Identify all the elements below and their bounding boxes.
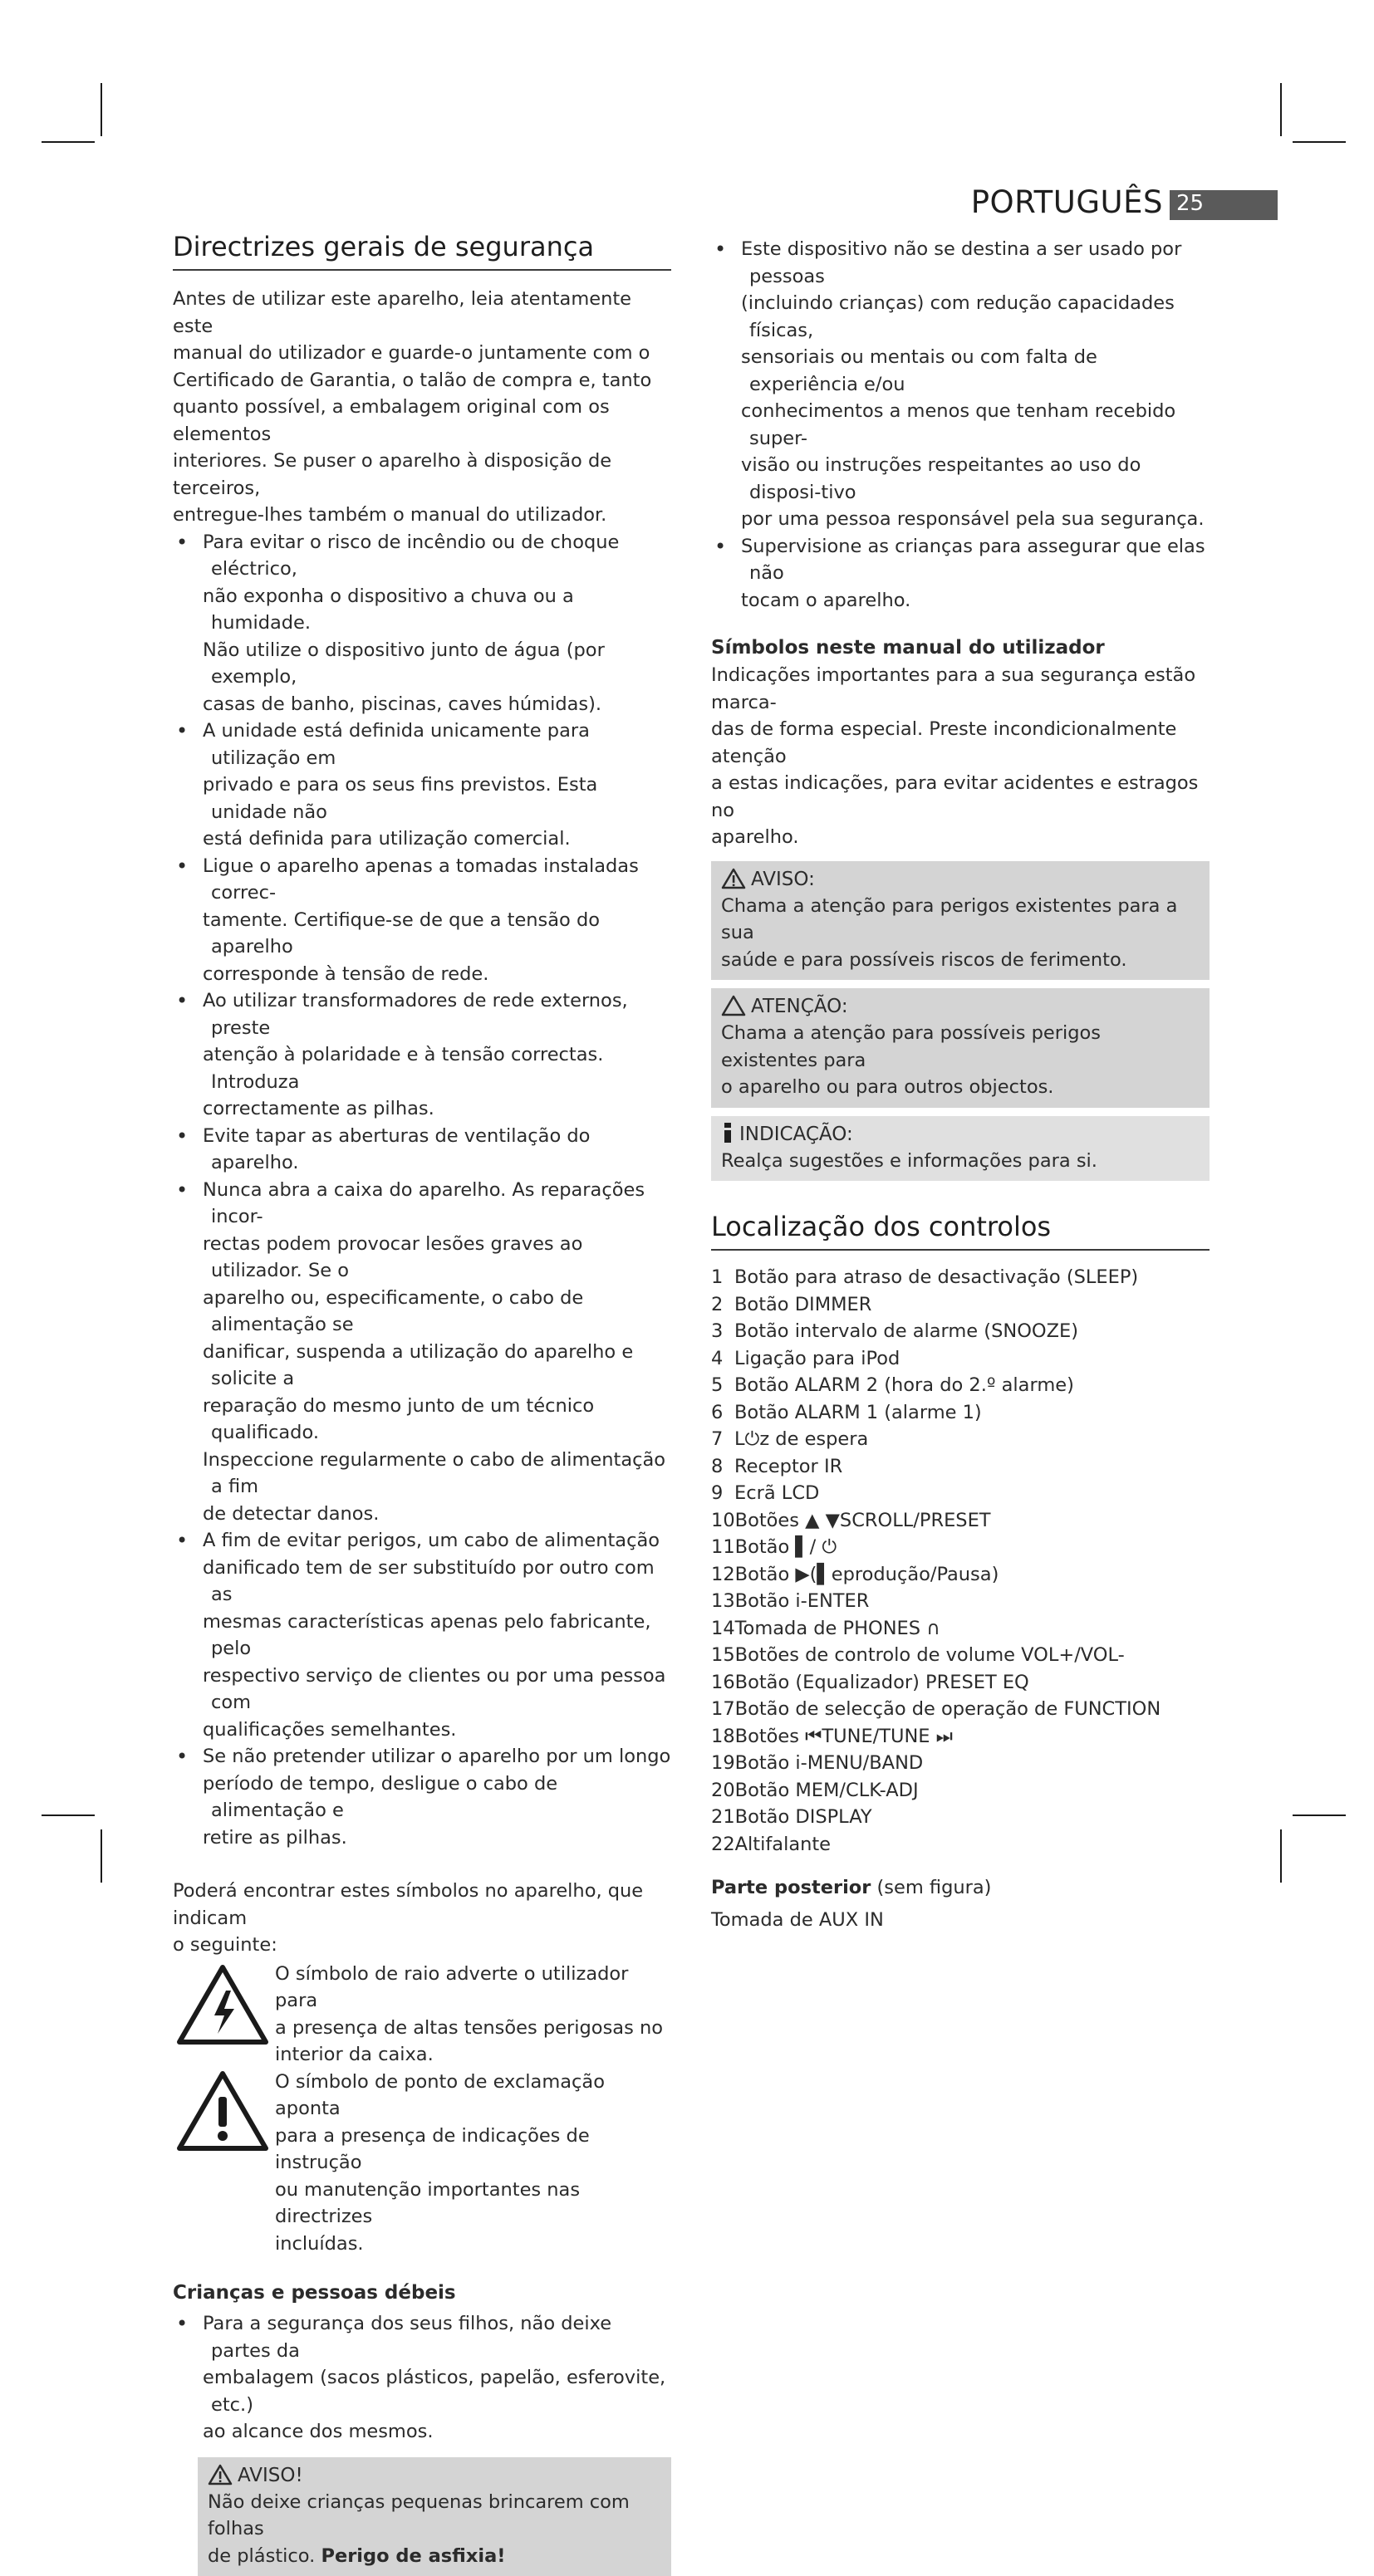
symbols-intro-line: Poderá encontrar estes símbolos no aparelho, que indicam (173, 1878, 671, 1932)
exclamation-text-line: O símbolo de ponto de exclamação aponta (275, 2069, 671, 2123)
control-label: Botão intervalo de alarme (SNOOZE) (734, 1320, 1078, 1342)
control-number: 5 (711, 1372, 734, 1399)
list-item (173, 1743, 671, 1851)
bullet-line: • Ao utilizar transformadores de rede externos, preste (203, 987, 671, 1041)
control-number: 9 (711, 1480, 734, 1507)
control-number: 2 (711, 1291, 734, 1319)
rear-panel-heading (711, 1874, 1210, 1902)
control-label: Ligação para iPod (734, 1348, 900, 1369)
crop-mark (1280, 83, 1282, 136)
control-number: 13 (711, 1588, 735, 1615)
exclamation-text-line: incluídas. (275, 2231, 671, 2258)
control-label: Botões de controlo de volume VOL+/VOL- (735, 1644, 1125, 1666)
warning-box-title: AVISO! (238, 2465, 303, 2486)
list-item (173, 853, 671, 988)
control-number: 8 (711, 1453, 734, 1481)
bullet-line: período de tempo, desligue o cabo de alimentação e (203, 1770, 671, 1824)
list-item (711, 1588, 1210, 1615)
list-item (173, 2310, 671, 2446)
symbols-intro (173, 1878, 671, 1959)
list-item (711, 1669, 1210, 1697)
warning-box-line (208, 2543, 661, 2570)
rear-panel-note: (sem figura) (871, 1877, 991, 1898)
control-number: 10 (711, 1507, 735, 1535)
bullet-line: • Se não pretender utilizar o aparelho por um longo (203, 1743, 671, 1770)
lightning-text-line: a presença de altas tensões perigosas no (275, 2015, 671, 2042)
warning-box-title-row (208, 2462, 661, 2489)
list-item (711, 533, 1210, 615)
bullet-line: • Nunca abra a caixa do aparelho. As reparações incor- (203, 1177, 671, 1231)
bullet-line: • Supervisione as crianças para assegurar que elas não (741, 533, 1210, 587)
control-label: Botão de selecção de operação de FUNCTION (735, 1698, 1161, 1720)
left-column (173, 231, 671, 2576)
bullet-line: está definida para utilização comercial. (203, 825, 671, 853)
list-item (711, 1561, 1210, 1589)
right-bullet-list (711, 236, 1210, 614)
bullet-line: respectivo serviço de clientes ou por uma pessoa com (203, 1663, 671, 1717)
control-number: 21 (711, 1804, 735, 1831)
control-number: 11 (711, 1534, 735, 1561)
bullet-line: • A unidade está definida unicamente para utilização em (203, 717, 671, 771)
control-number: 16 (711, 1669, 735, 1697)
symbols-paragraph (711, 662, 1210, 851)
control-label: Botão ▌/ ⏻ (735, 1536, 837, 1558)
list-item (711, 1534, 1210, 1561)
lightning-symbol-row (173, 1961, 671, 2069)
bullet-line: retire as pilhas. (203, 1824, 671, 1852)
indicacao-title: INDICAÇÃO: (739, 1124, 853, 1145)
control-number: 17 (711, 1696, 735, 1723)
bullet-line: casas de banho, piscinas, caves húmidas). (203, 691, 671, 718)
list-item (711, 1372, 1210, 1399)
list-item (711, 1480, 1210, 1507)
list-item (711, 1507, 1210, 1535)
control-number: 1 (711, 1264, 734, 1291)
control-label: Botão (Equalizador) PRESET EQ (735, 1672, 1029, 1693)
atencao-line: Chama a atenção para possíveis perigos existentes para (721, 1020, 1200, 1074)
bullet-line: conhecimentos a menos que tenham recebido super- (741, 398, 1210, 452)
list-item (711, 1453, 1210, 1481)
control-label: Receptor IR (734, 1456, 842, 1477)
control-number: 15 (711, 1642, 735, 1669)
bullet-line: ao alcance dos mesmos. (203, 2418, 671, 2446)
bullet-line: não exponha o dispositivo a chuva ou a humidade. (203, 583, 671, 637)
crop-mark (1293, 141, 1346, 143)
control-number: 4 (711, 1345, 734, 1373)
control-number: 18 (711, 1723, 735, 1751)
bullet-line: (incluindo crianças) com redução capacidades físicas, (741, 290, 1210, 344)
list-item (711, 236, 1210, 533)
crop-mark (42, 141, 95, 143)
crop-mark (1293, 1814, 1346, 1816)
control-label: Botões ⏮TUNE/TUNE ⏭ (735, 1726, 953, 1747)
aviso-line: saúde e para possíveis riscos de ferimento. (721, 947, 1200, 974)
indicacao-line: Realça sugestões e informações para si. (721, 1148, 1200, 1175)
control-label: Botão ALARM 2 (hora do 2.º alarme) (734, 1374, 1074, 1396)
control-label: Botão i-ENTER (735, 1590, 870, 1612)
symbols-line: das de forma especial. Preste incondicionalmente atenção (711, 716, 1210, 770)
indicacao-box (711, 1116, 1210, 1182)
bullet-line: • Evite tapar as aberturas de ventilação do aparelho. (203, 1123, 671, 1177)
safety-bullet-list (173, 529, 671, 1852)
list-item (173, 717, 671, 853)
intro-paragraph (173, 286, 671, 529)
bullet-line: Não utilize o dispositivo junto de água (por exemplo, (203, 637, 671, 691)
symbols-line: Indicações importantes para a sua segurança estão marca- (711, 662, 1210, 716)
list-item (711, 1345, 1210, 1373)
bullet-line: mesmas características apenas pelo fabricante, pelo (203, 1609, 671, 1663)
page-number: 25 (1176, 191, 1204, 216)
list-item (711, 1615, 1210, 1643)
language-heading: PORTUGUÊS (971, 184, 1163, 220)
caution-triangle-icon (721, 995, 746, 1016)
list-item (711, 1750, 1210, 1777)
info-icon (721, 1121, 734, 1144)
atencao-title: ATENÇÃO: (751, 996, 848, 1017)
atencao-box (711, 988, 1210, 1108)
crop-mark (1280, 1829, 1282, 1883)
control-number: 12 (711, 1561, 735, 1589)
children-bullet-list (173, 2310, 671, 2446)
bullet-line: de detectar danos. (203, 1501, 671, 1528)
atencao-line: o aparelho ou para outros objectos. (721, 1074, 1200, 1101)
list-item (711, 1318, 1210, 1345)
control-label: Botões ▲ ▼SCROLL/PRESET (735, 1510, 991, 1531)
lightning-text-line: interior da caixa. (275, 2041, 671, 2069)
bullet-line: atenção à polaridade e à tensão correctas. Introduza (203, 1041, 671, 1095)
intro-line: interiores. Se puser o aparelho à disposição de terceiros, (173, 448, 671, 502)
bullet-line: rectas podem provocar lesões graves ao utilizador. Se o (203, 1231, 671, 1285)
exclamation-symbol-row (173, 2069, 671, 2258)
control-label: Botão DIMMER (734, 1294, 871, 1315)
list-item (173, 1527, 671, 1743)
atencao-title-row (721, 993, 1200, 1020)
control-label: Botão DISPLAY (735, 1806, 872, 1828)
bullet-line: sensoriais ou mentais ou com falta de experiência e/ou (741, 344, 1210, 398)
control-label: Botão MEM/CLK-ADJ (735, 1780, 919, 1801)
intro-line: entregue-lhes também o manual do utilizador. (173, 502, 671, 529)
control-number: 7 (711, 1426, 734, 1453)
intro-line: manual do utilizador e guarde-o juntamente com o (173, 340, 671, 367)
list-item (711, 1804, 1210, 1831)
bullet-line: correctamente as pilhas. (203, 1095, 671, 1123)
list-item (711, 1264, 1210, 1291)
list-item (711, 1291, 1210, 1319)
symbols-line: a estas indicações, para evitar acidentes e estragos no (711, 770, 1210, 824)
section-title-controls: Localização dos controlos (711, 1211, 1210, 1251)
bullet-line: • Para evitar o risco de incêndio ou de choque eléctrico, (203, 529, 671, 583)
bullet-line: danificado tem de ser substituído por outro com as (203, 1555, 671, 1609)
control-label: Botão para atraso de desactivação (SLEEP) (734, 1266, 1138, 1288)
intro-line: Certificado de Garantia, o talão de compra e, tanto (173, 367, 671, 394)
crop-mark (101, 1829, 102, 1883)
list-item (711, 1426, 1210, 1453)
warning-triangle-icon (208, 2464, 233, 2485)
intro-line: quanto possível, a embalagem original com os elementos (173, 394, 671, 448)
control-number: 20 (711, 1777, 735, 1805)
control-label: Botão ALARM 1 (alarme 1) (734, 1402, 982, 1423)
warning-box-line: Não deixe crianças pequenas brincarem com folhas (208, 2489, 661, 2543)
exclamation-text-line: ou manutenção importantes nas directrizes (275, 2177, 671, 2231)
section-title-safety: Directrizes gerais de segurança (173, 231, 671, 271)
control-label: Tomada de PHONES ∩ (735, 1618, 940, 1639)
control-number: 3 (711, 1318, 734, 1345)
bullet-line: • A fim de evitar perigos, um cabo de alimentação (203, 1527, 671, 1555)
list-item (711, 1399, 1210, 1427)
bullet-line: • Este dispositivo não se destina a ser usado por pessoas (741, 236, 1210, 290)
control-number: 22 (711, 1831, 735, 1859)
control-label: L⏻z de espera (734, 1428, 868, 1450)
list-item (173, 987, 671, 1123)
control-label: Botão i-MENU/BAND (735, 1752, 924, 1774)
bullet-line: corresponde à tensão de rede. (203, 961, 671, 988)
list-item (711, 1723, 1210, 1751)
exclamation-warning-icon (176, 2070, 269, 2152)
bullet-line: • Para a segurança dos seus filhos, não deixe partes da (203, 2310, 671, 2364)
bullet-line: visão ou instruções respeitantes ao uso do disposi-tivo (741, 452, 1210, 506)
control-number: 6 (711, 1399, 734, 1427)
bullet-line: danificar, suspenda a utilização do aparelho e solicite a (203, 1339, 671, 1393)
bullet-line: tamente. Certifique-se de que a tensão do aparelho (203, 907, 671, 961)
control-label: Botão ▶(▌eprodução/Pausa) (735, 1564, 999, 1585)
bullet-line: • Ligue o aparelho apenas a tomadas instaladas correc- (203, 853, 671, 907)
page-header (972, 184, 1278, 226)
controls-list (711, 1264, 1210, 1858)
exclamation-text-line: para a presença de indicações de instrução (275, 2123, 671, 2177)
list-item (711, 1831, 1210, 1859)
symbols-intro-line: o seguinte: (173, 1932, 671, 1959)
symbols-line: aparelho. (711, 824, 1210, 851)
lightning-text-line: O símbolo de raio adverte o utilizador para (275, 1961, 671, 2015)
symbols-heading: Símbolos neste manual do utilizador (711, 637, 1210, 659)
bullet-line: privado e para os seus fins previstos. Esta unidade não (203, 771, 671, 825)
control-number: 19 (711, 1750, 735, 1777)
aviso-title-row (721, 866, 1200, 893)
children-heading: Crianças e pessoas débeis (173, 2282, 671, 2304)
bullet-line: embalagem (sacos plásticos, papelão, esferovite, etc.) (203, 2364, 671, 2418)
suffocation-warning: Perigo de asfixia! (321, 2545, 505, 2567)
bullet-line: reparação do mesmo junto de um técnico qualificado. (203, 1393, 671, 1447)
rear-panel-item: Tomada de AUX IN (711, 1907, 1210, 1934)
crop-mark (42, 1814, 95, 1816)
aviso-title: AVISO: (751, 869, 815, 890)
bullet-line: Inspeccione regularmente o cabo de alimentação a fim (203, 1447, 671, 1501)
list-item (173, 1177, 671, 1528)
list-item (173, 1123, 671, 1177)
list-item (173, 529, 671, 718)
list-item (711, 1642, 1210, 1669)
rear-panel-bold: Parte posterior (711, 1877, 871, 1898)
children-warning-box (198, 2457, 671, 2576)
list-item (711, 1696, 1210, 1723)
crop-mark (101, 83, 102, 136)
control-number: 14 (711, 1615, 735, 1643)
warning-triangle-icon (721, 868, 746, 889)
bullet-line: aparelho ou, especificamente, o cabo de alimentação se (203, 1285, 671, 1339)
control-label: Ecrã LCD (734, 1482, 819, 1504)
indicacao-title-row (721, 1121, 1200, 1148)
intro-line: Antes de utilizar este aparelho, leia atentamente este (173, 286, 671, 340)
bullet-line: qualificações semelhantes. (203, 1717, 671, 1744)
list-item (711, 1777, 1210, 1805)
bullet-line: por uma pessoa responsável pela sua segurança. (741, 506, 1210, 533)
page-number-box (1170, 190, 1278, 220)
warning-box-text: de plástico. (208, 2545, 321, 2567)
aviso-line: Chama a atenção para perigos existentes para a sua (721, 893, 1200, 947)
right-column (711, 236, 1210, 1933)
lightning-warning-icon (176, 1964, 269, 2045)
bullet-line: tocam o aparelho. (741, 587, 1210, 615)
control-label: Altifalante (735, 1834, 831, 1855)
aviso-box (711, 861, 1210, 981)
